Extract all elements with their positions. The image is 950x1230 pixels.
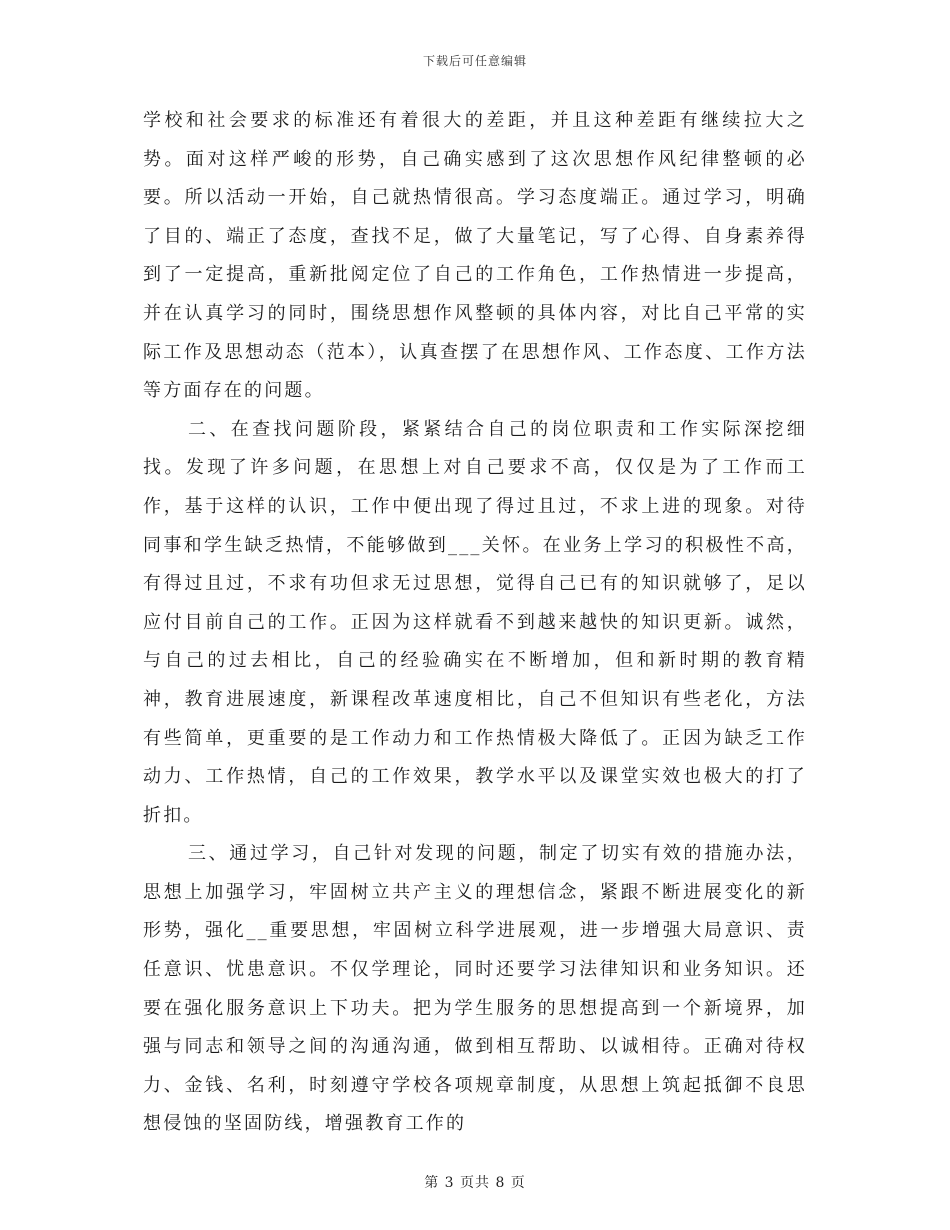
paragraph-section-three: 三、通过学习，自己针对发现的问题，制定了切实有效的措施办法，思想上加强学习，牢固树立共产主义的理想信念，紧跟不断进展变化的新形势，强化__重要思想，牢固树立科学进展观，进一步增强大局意识、责任意识、忧患意识。不仅学理论，同时还要学习法律知识和业务知识。还要在强化服务意识上下功夫。把为学生服务的思想提高到一个新境界，加强与同志和领导之间的沟通沟通，做到相互帮助、以诚相待。正确对待权力、金钱、名利，时刻遵守学校各项规章制度，从思想上筑起抵御不良思想侵蚀的坚固防线，增强教育工作的: [143, 843, 807, 1135]
paragraph-section-two: 二、在查找问题阶段，紧紧结合自己的岗位职责和工作实际深挖细找。发现了许多问题，在思想上对自己要求不高，仅仅是为了工作而工作，基于这样的认识，工作中便出现了得过且过，不求上进的现象。对待同事和学生缺乏热情，不能够做到___关怀。在业务上学习的积极性不高，有得过且过，不求有功但求无过思想，觉得自己已有的知识就够了，足以应付目前自己的工作。正因为这样就看不到越来越快的知识更新。诚然，与自己的过去相比，自己的经验确实在不断增加，但和新时期的教育精神，教育进展速度，新课程改革速度相比，自己不但知识有些老化，方法有些简单，更重要的是工作动力和工作热情极大降低了。正因为缺乏工作动力、工作热情，自己的工作效果，教学水平以及课堂实效也极大的打了折扣。: [143, 418, 807, 826]
page-header-note: 下载后可任意编辑: [422, 54, 527, 68]
paragraph-continued: 学校和社会要求的标准还有着很大的差距，并且这种差距有继续拉大之势。面对这样严峻的形势，自己确实感到了这次思想作风纪律整顿的必要。所以活动一开始，自己就热情很高。学习态度端正。通过学习，明确了目的、端正了态度，查找不足，做了大量笔记，写了心得、自身素养得到了一定提高，重新批阅定位了自己的工作角色，工作热情进一步提高，并在认真学习的同时，围绕思想作风整顿的具体内容，对比自己平常的实际工作及思想动态（范本），认真查摆了在思想作风、工作态度、工作方法等方面存在的问题。: [143, 110, 807, 402]
page-number-footer: 第 3 页共 8 页: [424, 1175, 526, 1191]
document-body: [143, 102, 807, 1144]
